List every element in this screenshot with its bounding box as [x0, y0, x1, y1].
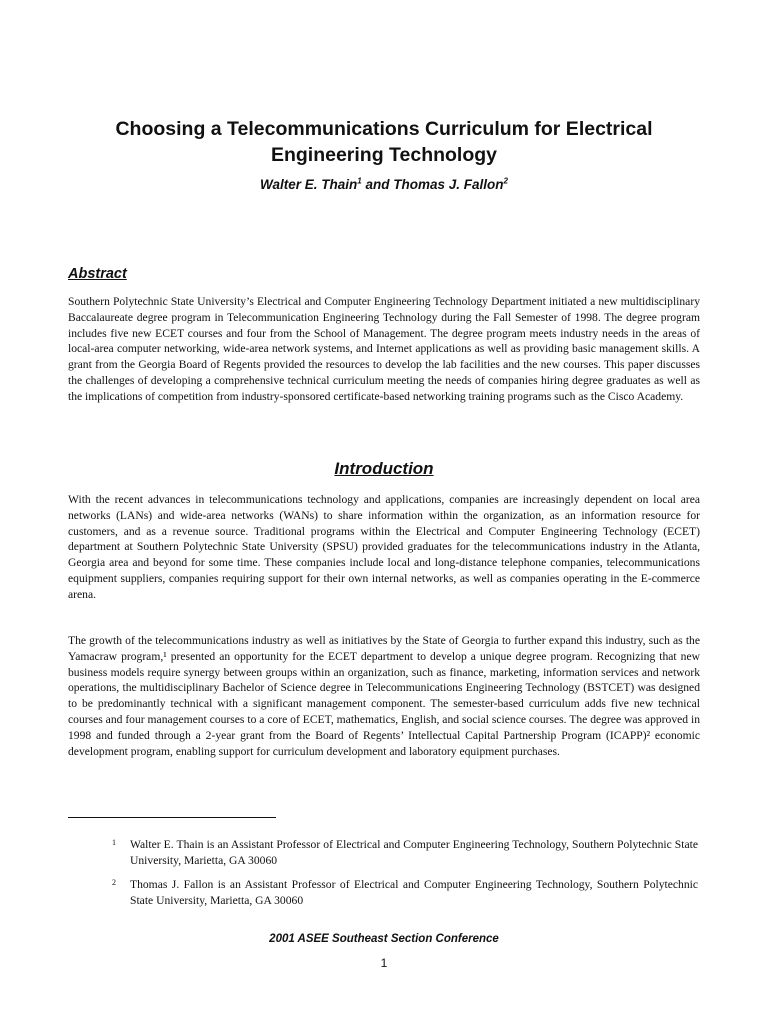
introduction-heading: Introduction [334, 459, 434, 478]
footnote-text: Walter E. Thain is an Assistant Professor of Electrical and Computer Engineering Technology, Southern Polytechnic State University, Marietta, GA 30060 [130, 838, 698, 867]
footnote [112, 837, 698, 869]
introduction-paragraph: The growth of the telecommunications industry as well as initiatives by the State of Georgia to further expand this industry, such as the Yamacraw program,¹ presented an opportunity for the ECET department to develop a unique degree program. Recognizing that new business models require synergy between groups within an organization, such as finance, marketing, information services and network operations, the multidisciplinary Bachelor of Science degree in Telecommunications Engineering Technology (BSTCET) was designed to be predominantly technical with a significant management component. The semester-based curriculum adds five new technical courses and four management courses to a core of ECET, mathematics, English, and social science courses. The degree was approved in 1998 and funded through a 2-year grant from the Board of Regents’ Intellectual Capital Partnership Program (ICAPP)² economic development program, enabling support for curriculum development and laboratory equipment purchases. [68, 634, 700, 758]
footnote [112, 877, 698, 909]
author-name: Thomas J. Fallon [393, 177, 504, 192]
author-footnote-mark: 2 [503, 176, 508, 186]
footnote-mark: 2 [112, 878, 116, 887]
conference-footer: 2001 ASEE Southeast Section Conference [269, 933, 499, 945]
abstract-text: Southern Polytechnic State University’s Electrical and Computer Engineering Technology Department initiated a new multidisciplinary Baccalaureate degree program in Telecommunication Engineering Technology during the Fall Semester of 1998. The degree program includes five new ECET courses and four from the School of Management. The degree program meets industry needs in the areas of local-area computer networking, wide-area network systems, and Internet applications as well as providing basic management skills. A grant from the Georgia Board of Regents provided the resources to develop the lab facilities and the new courses. This paper discusses the challenges of developing a comprehensive technical curriculum meeting the needs of companies hiring degree graduates as well as the implications of competition from industry-sponsored certificate-based networking training programs such as the Cisco Academy. [68, 295, 700, 403]
footnote-mark: 1 [112, 838, 116, 847]
introduction-paragraph: With the recent advances in telecommunications technology and applications, companies are increasingly dependent on local area networks (LANs) and wide-area networks (WANs) to share information within the organization, as an information resource for customers, and as a revenue source. Traditional programs within the Electrical and Computer Engineering Technology (ECET) department at Southern Polytechnic State University (SPSU) provided graduates for the telecommunications industry in the Atlanta, Georgia area and beyond for some time. These companies include local and long-distance telephone companies, telecommunications equipment suppliers, companies requiring support for their own internal networks, as well as companies operating in the E-commerce arena. [68, 493, 700, 601]
paper-title: Choosing a Telecommunications Curriculum for Electrical Engineering Technology [115, 118, 653, 166]
page-number: 1 [380, 956, 388, 970]
footnote-divider [68, 817, 276, 818]
author-line [60, 176, 708, 194]
abstract-heading: Abstract [68, 266, 127, 282]
author-footnote-mark: 1 [357, 176, 362, 186]
author-conjunction: and [361, 177, 394, 192]
author-name: Walter E. Thain [260, 177, 358, 192]
footnote-text: Thomas J. Fallon is an Assistant Professor of Electrical and Computer Engineering Technology, Southern Polytechnic State University, Marietta, GA 30060 [130, 878, 698, 907]
